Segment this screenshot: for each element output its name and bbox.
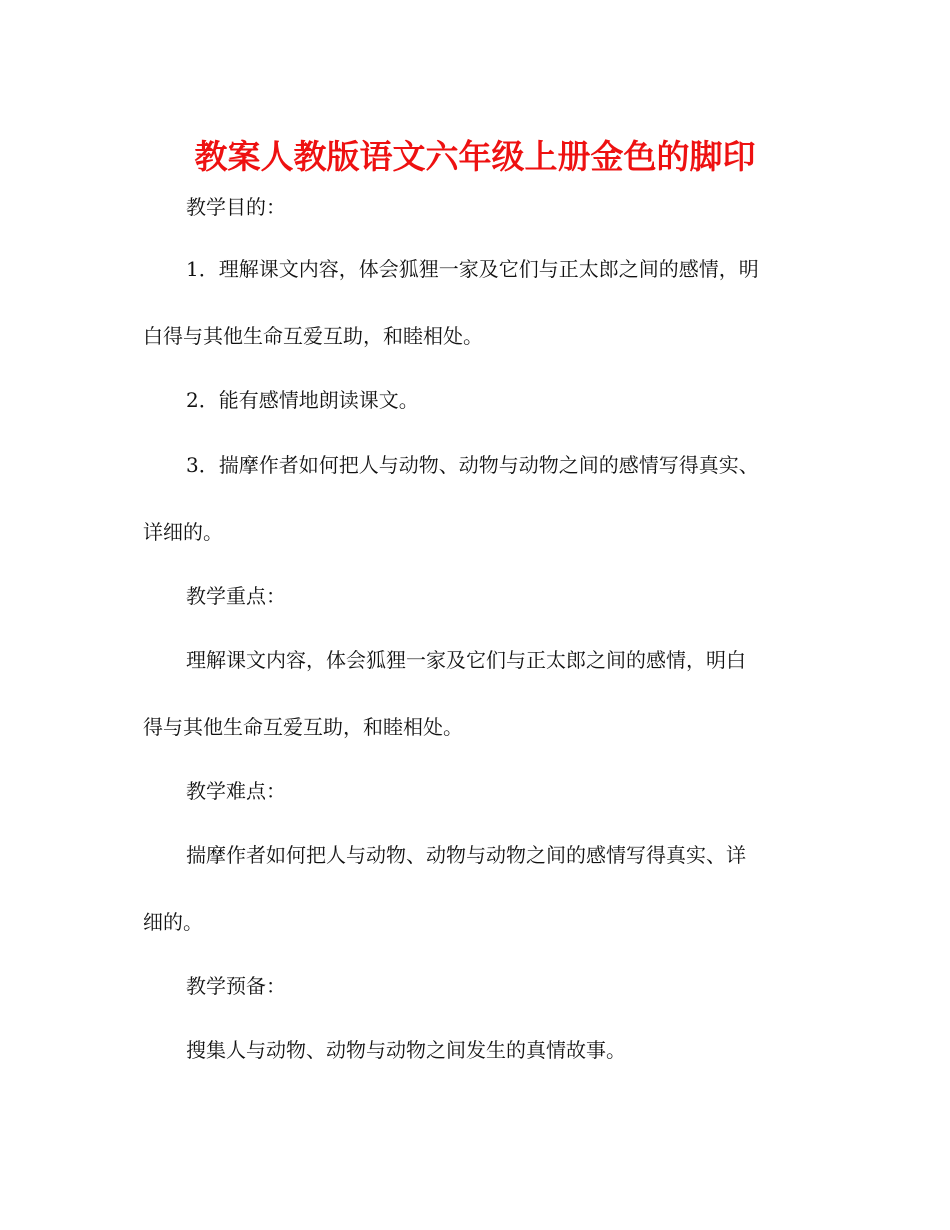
- objective-1-line-2: 白得与其他生命互爱互助，和睦相处。: [143, 324, 483, 348]
- difficulties-line-2: 细的。: [143, 910, 203, 934]
- preparation-line-1: 搜集人与动物、动物与动物之间发生的真情故事。: [186, 1038, 626, 1062]
- key-points-heading: 教学重点：: [186, 584, 286, 608]
- objective-1-line-1: 1．理解课文内容，体会狐狸一家及它们与正太郎之间的感情，明: [186, 257, 759, 281]
- key-points-line-1: 理解课文内容，体会狐狸一家及它们与正太郎之间的感情，明白: [186, 648, 746, 672]
- key-points-line-2: 得与其他生命互爱互助，和睦相处。: [143, 715, 463, 739]
- objective-3-line-1: 3．揣摩作者如何把人与动物、动物与动物之间的感情写得真实、: [186, 453, 759, 477]
- preparation-heading: 教学预备：: [186, 974, 286, 998]
- objective-2: 2．能有感情地朗读课文。: [186, 388, 419, 412]
- objectives-heading: 教学目的：: [186, 195, 286, 219]
- objective-3-line-2: 详细的。: [143, 520, 223, 544]
- document-title: 教案人教版语文六年级上册金色的脚印: [194, 137, 756, 176]
- difficulties-heading: 教学难点：: [186, 779, 286, 803]
- difficulties-line-1: 揣摩作者如何把人与动物、动物与动物之间的感情写得真实、详: [186, 843, 746, 867]
